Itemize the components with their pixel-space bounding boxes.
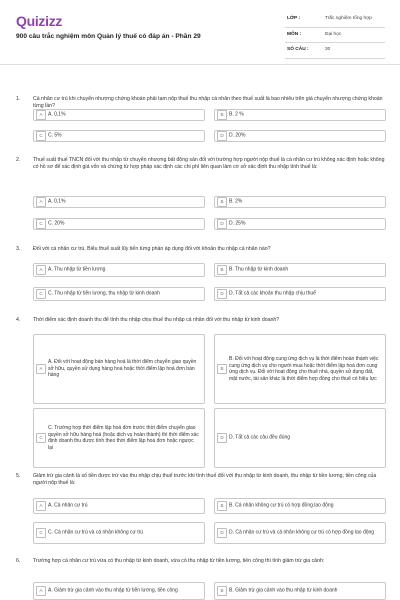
option-a[interactable] — [33, 498, 205, 514]
option-text: B. 2% — [229, 198, 243, 205]
option-letter: A — [36, 265, 46, 275]
question-text: Giảm trừ gia cảnh là số tiền được trừ vào thu nhập chịu thuế trước khi tính thuế đối với thu nhập từ kinh doanh, thu nhập từ tiền lương, tiền công của người nộp thuế là: — [33, 473, 377, 486]
option-d[interactable] — [214, 130, 386, 142]
option-b[interactable] — [214, 263, 386, 277]
option-text: A. 0,1% — [48, 198, 66, 205]
option-text: A. Đối với hoạt động bán hàng hoá là thời điểm chuyển giao quyền sở hữu, quyền sử dụng hàng hoá hoặc thời điểm lập hoá đơn bán hàng — [48, 359, 197, 379]
option-letter: B — [217, 364, 227, 374]
worksheet-header — [0, 0, 400, 60]
option-b[interactable] — [214, 498, 386, 514]
question-text: Thời điểm xác định doanh thu để tính thu nhập chịu thuế thu nhập cá nhân đối với thu nhập từ kinh doanh? — [33, 317, 280, 323]
option-letter: B — [217, 197, 227, 207]
option-c[interactable] — [33, 218, 205, 230]
option-text: C. Cá nhân cư trú và cá nhân không cư trú — [48, 529, 144, 536]
question-number: 3. — [16, 246, 21, 252]
option-text: C. 5% — [48, 132, 62, 139]
option-letter: B — [217, 110, 227, 120]
option-text: B. Cá nhân không cư trú có hợp đồng lao động — [229, 502, 334, 509]
option-c[interactable] — [33, 130, 205, 142]
page-title: 900 câu trắc nghiệm môn Quản lý thuế có đáp án - Phần 29 — [16, 33, 201, 40]
option-text: C. Thu nhập từ tiền lương, thu nhập từ kinh doanh — [48, 290, 160, 297]
question-number: 4. — [16, 317, 21, 323]
meta-table — [285, 12, 385, 59]
meta-value: 30 — [325, 47, 331, 52]
option-a[interactable] — [33, 582, 205, 600]
option-letter: A — [36, 501, 46, 511]
question-text: Đối với cá nhân cư trú, Biểu thuế suất lũy tiến từng phần áp dụng đối với khoản thu nhập cá nhân nào? — [33, 246, 271, 252]
question-number: 5. — [16, 473, 21, 479]
option-letter: A — [36, 197, 46, 207]
option-a[interactable] — [33, 196, 205, 208]
option-d[interactable] — [214, 522, 386, 544]
option-text: A. Thu nhập từ tiền lương — [48, 266, 106, 273]
option-a[interactable] — [33, 109, 205, 121]
option-letter: D — [217, 289, 227, 299]
meta-row-class — [285, 12, 385, 28]
quizizz-logo: Quizizz — [16, 13, 63, 29]
option-text: A. Giảm trừ gia cảnh vào thu nhập từ tiền lương, tiền công — [48, 587, 178, 594]
option-letter: C — [36, 131, 46, 141]
question-number: 1. — [16, 96, 21, 102]
option-text: D. 25% — [229, 220, 246, 227]
option-text: D. Tất cả các khoản thu nhập chịu thuế — [229, 290, 316, 297]
option-b[interactable] — [214, 582, 386, 600]
meta-key: SỐ CÂU : — [287, 47, 309, 52]
question-text: Trường hợp cá nhân cư trú vừa có thu nhập từ kinh doanh, vừa có thu nhập từ tiền lương, tiền công thì tính giảm trừ gia cảnh: — [33, 558, 325, 564]
option-d[interactable] — [214, 287, 386, 301]
option-letter: A — [36, 586, 46, 596]
option-text: A. Cá nhân cư trú — [48, 502, 88, 509]
option-letter: A — [36, 364, 46, 374]
option-letter: B — [217, 586, 227, 596]
option-text: D. 20% — [229, 132, 246, 139]
option-b[interactable] — [214, 196, 386, 208]
option-c[interactable] — [33, 408, 205, 468]
option-letter: C — [36, 433, 46, 443]
option-letter: C — [36, 219, 46, 229]
option-a[interactable] — [33, 263, 205, 277]
option-text: B. 2 % — [229, 111, 244, 118]
option-text: A. 0,1% — [48, 111, 66, 118]
option-d[interactable] — [214, 408, 386, 468]
option-text: D. Tất cả các câu đều đúng — [229, 434, 291, 441]
option-d[interactable] — [214, 218, 386, 230]
option-text: C. 20% — [48, 220, 65, 227]
option-text: B. Giảm trừ gia cảnh vào thu nhập từ kinh doanh — [229, 587, 338, 594]
header-divider — [0, 64, 400, 65]
option-c[interactable] — [33, 522, 205, 544]
option-letter: D — [217, 528, 227, 538]
meta-value: Trắc nghiệm tổng hợp — [325, 16, 372, 21]
option-letter: C — [36, 528, 46, 538]
option-letter: C — [36, 289, 46, 299]
option-letter: A — [36, 110, 46, 120]
question-number: 2. — [16, 157, 21, 163]
meta-row-subject — [285, 28, 385, 44]
question-text: Thuế suất thuế TNCN đối với thu nhập từ chuyển nhượng bất động sản đối với trường hợp người nộp thuế là cá nhân cư trú không xác định hoặc không có hồ sơ để xác định giá vốn và chứng từ hợp pháp xác định các chi phí liên quan làm cơ sở xác định thu nhập tính thuế là: — [33, 157, 385, 170]
meta-key: LỚP : — [287, 16, 301, 21]
option-letter: D — [217, 433, 227, 443]
option-letter: B — [217, 501, 227, 511]
meta-key: MÔN : — [287, 31, 302, 37]
option-letter: B — [217, 265, 227, 275]
option-b[interactable] — [214, 109, 386, 121]
option-letter: D — [217, 219, 227, 229]
question-text: Cá nhân cư trú khi chuyển nhượng chứng khoán phải tạm nộp thuế thu nhập cá nhân theo thuế suất là bao nhiêu trên giá chuyển nhượng chứng khoán từng lần? — [33, 96, 383, 109]
option-text: C. Trường hợp thời điểm lập hoá đơn trước thời điểm chuyển giao quyền sở hữu hàng hoá (hoặc dịch vụ hoàn thành) thì thời điểm xác định doanh thu được tính theo thời điểm lập hoá đơn hoặc ngược lại — [48, 424, 199, 451]
option-b[interactable] — [214, 334, 386, 404]
question-number: 6. — [16, 558, 21, 564]
meta-value: Đại học — [325, 31, 342, 37]
option-text: D. Cá nhân cư trú và cá nhân không cư trú có hợp đồng lao động — [229, 529, 375, 536]
option-c[interactable] — [33, 287, 205, 301]
option-text: B. Thu nhập từ kinh doanh — [229, 266, 289, 273]
meta-row-count — [285, 43, 385, 59]
option-a[interactable] — [33, 334, 205, 404]
option-text: B. Đối với hoạt động cung ứng dịch vụ là thời điểm hoàn thành việc cung ứng dịch vụ cho người mua hoặc thời điểm lập hoá đơn cung ứng dịch vụ. Đối với hoạt động cho thuê nhà, quyền sử dụng đất, mặt nước, tài sản khác là thời điểm hợp đồng cho thuê có hiệu lực — [229, 355, 379, 382]
option-letter: D — [217, 131, 227, 141]
